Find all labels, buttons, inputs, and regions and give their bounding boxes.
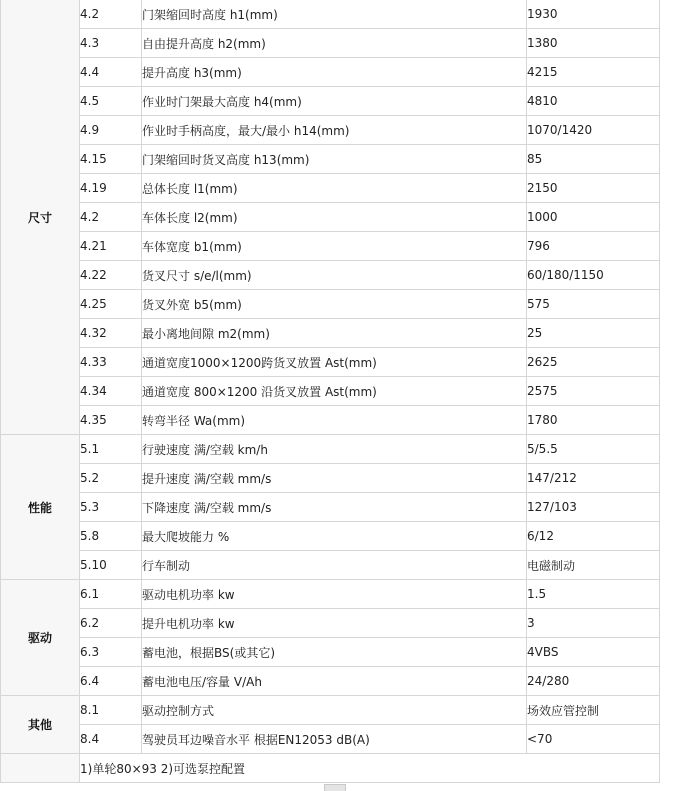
parameter-name-cell: 通道宽度 800×1200 沿货叉放置 Ast(mm) (142, 377, 527, 406)
table-row (1, 580, 660, 609)
parameter-name-cell: 提升电机功率 kw (142, 609, 527, 638)
value-cell: 1930 (527, 0, 660, 29)
code-cell: 4.32 (80, 319, 142, 348)
value-cell: 147/212 (527, 464, 660, 493)
value-cell: 2625 (527, 348, 660, 377)
code-cell: 4.5 (80, 87, 142, 116)
code-cell: 6.3 (80, 638, 142, 667)
parameter-name-cell: 作业时门架最大高度 h4(mm) (142, 87, 527, 116)
parameter-name-cell: 货叉外宽 b5(mm) (142, 290, 527, 319)
table-row (1, 319, 660, 348)
table-row (1, 174, 660, 203)
value-cell: 6/12 (527, 522, 660, 551)
category-cell: 性能 (1, 435, 80, 580)
table-row (1, 435, 660, 464)
parameter-name-cell: 车体长度 l2(mm) (142, 203, 527, 232)
code-cell: 4.2 (80, 203, 142, 232)
value-cell: 575 (527, 290, 660, 319)
footnote-cell: 1)单轮80×93 2)可选泵控配置 (80, 754, 660, 783)
value-cell: <70 (527, 725, 660, 754)
code-cell: 5.2 (80, 464, 142, 493)
parameter-name-cell: 提升速度 满/空载 mm/s (142, 464, 527, 493)
code-cell: 4.15 (80, 145, 142, 174)
parameter-name-cell: 最大爬坡能力 % (142, 522, 527, 551)
table-row (1, 58, 660, 87)
table-row (1, 0, 660, 29)
table-row (1, 29, 660, 58)
spec-table-body (1, 0, 660, 783)
table-row (1, 493, 660, 522)
table-row (1, 116, 660, 145)
code-cell: 6.4 (80, 667, 142, 696)
value-cell: 24/280 (527, 667, 660, 696)
table-row (1, 667, 660, 696)
table-row (1, 377, 660, 406)
table-row (1, 638, 660, 667)
table-row (1, 696, 660, 725)
value-cell: 5/5.5 (527, 435, 660, 464)
code-cell: 4.33 (80, 348, 142, 377)
footnote-spacer-cell (1, 754, 80, 783)
value-cell: 1000 (527, 203, 660, 232)
value-cell: 电磁制动 (527, 551, 660, 580)
table-row (1, 232, 660, 261)
parameter-name-cell: 蓄电池电压/容量 V/Ah (142, 667, 527, 696)
value-cell: 60/180/1150 (527, 261, 660, 290)
code-cell: 5.8 (80, 522, 142, 551)
code-cell: 5.3 (80, 493, 142, 522)
value-cell: 796 (527, 232, 660, 261)
category-cell: 驱动 (1, 580, 80, 696)
code-cell: 8.1 (80, 696, 142, 725)
table-row (1, 522, 660, 551)
value-cell: 4810 (527, 87, 660, 116)
table-row (1, 725, 660, 754)
parameter-name-cell: 提升高度 h3(mm) (142, 58, 527, 87)
parameter-name-cell: 作业时手柄高度，最大/最小 h14(mm) (142, 116, 527, 145)
value-cell: 25 (527, 319, 660, 348)
value-cell: 2150 (527, 174, 660, 203)
value-cell: 1780 (527, 406, 660, 435)
table-row (1, 406, 660, 435)
parameter-name-cell: 最小离地间隙 m2(mm) (142, 319, 527, 348)
code-cell: 4.4 (80, 58, 142, 87)
parameter-name-cell: 货叉尺寸 s/e/l(mm) (142, 261, 527, 290)
value-cell: 4215 (527, 58, 660, 87)
code-cell: 4.2 (80, 0, 142, 29)
parameter-name-cell: 驱动控制方式 (142, 696, 527, 725)
parameter-name-cell: 总体长度 l1(mm) (142, 174, 527, 203)
parameter-name-cell: 行驶速度 满/空载 km/h (142, 435, 527, 464)
code-cell: 6.1 (80, 580, 142, 609)
value-cell: 3 (527, 609, 660, 638)
table-row (1, 348, 660, 377)
code-cell: 4.25 (80, 290, 142, 319)
table-row (1, 464, 660, 493)
footnote-row (1, 754, 660, 783)
code-cell: 4.19 (80, 174, 142, 203)
table-row (1, 261, 660, 290)
parameter-name-cell: 驱动电机功率 kw (142, 580, 527, 609)
table-row (1, 203, 660, 232)
parameter-name-cell: 通道宽度1000×1200跨货叉放置 Ast(mm) (142, 348, 527, 377)
parameter-name-cell: 蓄电池，根据BS(或其它) (142, 638, 527, 667)
code-cell: 5.1 (80, 435, 142, 464)
parameter-name-cell: 门架缩回时高度 h1(mm) (142, 0, 527, 29)
parameter-name-cell: 车体宽度 b1(mm) (142, 232, 527, 261)
value-cell: 4VBS (527, 638, 660, 667)
code-cell: 8.4 (80, 725, 142, 754)
parameter-name-cell: 转弯半径 Wa(mm) (142, 406, 527, 435)
parameter-name-cell: 行车制动 (142, 551, 527, 580)
category-cell: 尺寸 (1, 0, 80, 435)
parameter-name-cell: 驾驶员耳边噪音水平 根据EN12053 dB(A) (142, 725, 527, 754)
code-cell: 4.22 (80, 261, 142, 290)
table-row (1, 87, 660, 116)
value-cell: 85 (527, 145, 660, 174)
value-cell: 1380 (527, 29, 660, 58)
value-cell: 场效应管控制 (527, 696, 660, 725)
code-cell: 5.10 (80, 551, 142, 580)
code-cell: 4.21 (80, 232, 142, 261)
parameter-name-cell: 门架缩回时货叉高度 h13(mm) (142, 145, 527, 174)
category-cell: 其他 (1, 696, 80, 754)
code-cell: 4.9 (80, 116, 142, 145)
value-cell: 2575 (527, 377, 660, 406)
code-cell: 6.2 (80, 609, 142, 638)
code-cell: 4.3 (80, 29, 142, 58)
parameter-name-cell: 下降速度 满/空载 mm/s (142, 493, 527, 522)
table-row (1, 290, 660, 319)
code-cell: 4.34 (80, 377, 142, 406)
value-cell: 1.5 (527, 580, 660, 609)
parameter-name-cell: 自由提升高度 h2(mm) (142, 29, 527, 58)
table-row (1, 145, 660, 174)
value-cell: 1070/1420 (527, 116, 660, 145)
value-cell: 127/103 (527, 493, 660, 522)
code-cell: 4.35 (80, 406, 142, 435)
table-row (1, 551, 660, 580)
table-row (1, 609, 660, 638)
